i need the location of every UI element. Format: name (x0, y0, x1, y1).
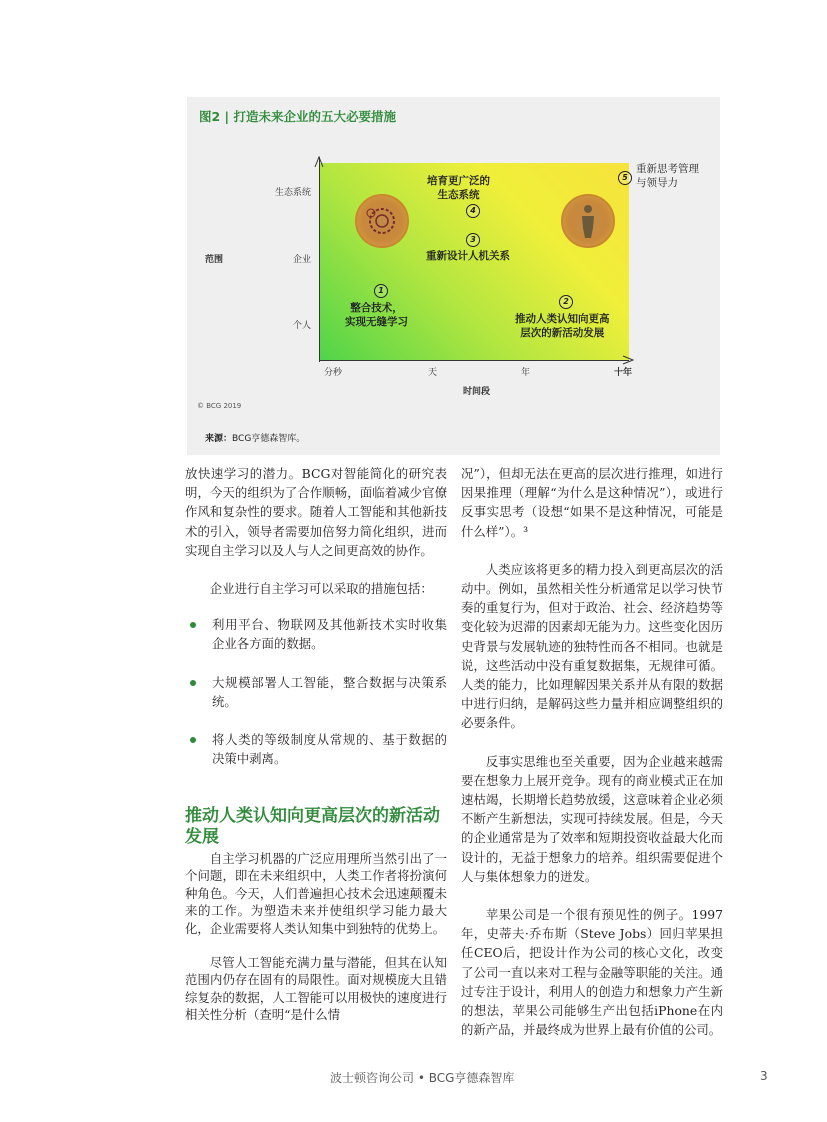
y-tick-ecosystem: 生态系统 (275, 188, 312, 198)
section-heading: 推动人类认知向更高层次的新活动发展 (185, 806, 440, 847)
figure-title: 图2 | 打造未来企业的五大必要措施 (199, 109, 396, 124)
item-5-badge: 5 (618, 171, 632, 185)
human-figure-icon (561, 194, 615, 248)
bullet-dot-icon (190, 737, 196, 743)
gear-brain-icon (355, 194, 409, 248)
item-3-label: 重新设计人机关系 (426, 250, 510, 262)
paragraph: 企业进行自主学习可以采取的措施包括： (209, 581, 433, 597)
item-4-badge: 4 (466, 204, 480, 218)
item-2-label: 推动人类认知向更高 层次的新活动发展 (515, 313, 610, 339)
y-tick-individual: 个人 (293, 321, 312, 331)
y-axis-label: 范围 (205, 255, 224, 265)
x-tick-decade: 十年 (614, 368, 633, 378)
x-axis-label: 时间段 (463, 387, 491, 397)
y-tick-enterprise: 企业 (293, 255, 312, 265)
paragraph: 尽管人工智能充满力量与潜能，但其在认知范围内仍存在固有的局限性。面对规模庞大且错综复杂的数据，人工智能可以用极快的速度进行相关性分析（查明“是什么情 (185, 955, 447, 1023)
item-4-label: 培育更广泛的 生态系统 (427, 175, 490, 201)
item-2-badge: 2 (559, 295, 573, 309)
paragraph: 反事实思维也至关重要，因为企业越来越需要在想象力上展开竞争。现有的商业模式正在加速枯竭，长期增长趋势放缓，这意味着企业必须不断产生新想法，实现可持续发展。但是，今天的企业通常是为了效率和短期投资收益最大化而设计的，无益于想象力的培养。组织需要促进个人与集体想象力的迸发。 (461, 753, 723, 884)
figure-panel (187, 97, 720, 455)
left-column-top (185, 464, 447, 768)
paragraph: 自主学习机器的广泛应用理所当然引出了一个问题，即在未来组织中，人类工作者将扮演何种角色。今天，人们普遍担心技术会迅速颠覆未来的工作。为塑造未来并使组织学习能力最大化，企业需要将人类认知集中到独特的优势上。 (185, 851, 447, 936)
bullet-dot-icon (190, 622, 196, 628)
list-item: 大规模部署人工智能，整合数据与决策系统。 (185, 673, 447, 711)
bullet-dot-icon (190, 680, 196, 686)
paragraph: 人类应该将更多的精力投入到更高层次的活动中。例如，虽然相关性分析通常足以学习快节奏的重复行为，但对于政治、社会、经济趋势等变化较为迟滞的因素却无能为力。这些变化因历史背景与发展轨迹的独特性而各不相同。也就是说，这些活动中没有重复数据集，无规律可循。人类的能力，比如理解因果关系并从有限的数据中进行归纳，是解码这些力量并相应调整组织的必要条件。 (461, 561, 723, 731)
axis-arrows (187, 97, 720, 455)
footer-text: 波士顿咨询公司 • BCG亨德森智库 (330, 1071, 515, 1085)
item-3-badge: 3 (466, 233, 480, 247)
right-column (461, 464, 723, 1039)
list-item: 利用平台、物联网及其他新技术实时收集企业各方面的数据。 (185, 615, 447, 653)
item-1-badge: 1 (374, 284, 388, 298)
figure-copyright: © BCG 2019 (197, 402, 242, 410)
list-item: 将人类的等级制度从常规的、基于数据的决策中剥离。 (185, 730, 447, 768)
paragraph: 况”），但却无法在更高的层次进行推理，如进行因果推理（理解“为什么是这种情况”），或进行反事实思考（设想“如果不是这种情况，可能是什么样”）。³ (461, 466, 723, 539)
page-number: 3 (760, 1069, 768, 1083)
x-tick-day: 天 (428, 368, 438, 378)
figure-source: 来源：BCG亨德森智库。 (205, 434, 306, 444)
bullet-list (185, 615, 447, 768)
x-tick-seconds: 分秒 (324, 368, 343, 378)
paragraph: 苹果公司是一个很有预见性的例子。1997年，史蒂夫·乔布斯（Steve Jobs）回归苹果担任CEO后，把设计作为公司的核心文化，改变了公司一直以来对工程与金融等职能的关注。通过专注于设计，利用人的创造力和想象力产生新的想法，苹果公司能够生产出包括iPhone在内的新产品，并最终成为世界上最有价值的公司。 (461, 907, 723, 1038)
x-tick-year: 年 (521, 368, 531, 378)
item-5-label: 重新思考管理 与领导力 (636, 163, 699, 189)
paragraph: 放快速学习的潜力。BCG对智能简化的研究表明，今天的组织为了合作顺畅，面临着减少官僚作风和复杂性的要求。随着人工智能和其他新技术的引入，领导者需要加倍努力简化组织，进而实现自主学习以及人与人之间更高效的协作。 (185, 466, 447, 558)
left-column-bottom (185, 850, 447, 1024)
item-1-label: 整合技术， 实现无缝学习 (345, 302, 408, 328)
